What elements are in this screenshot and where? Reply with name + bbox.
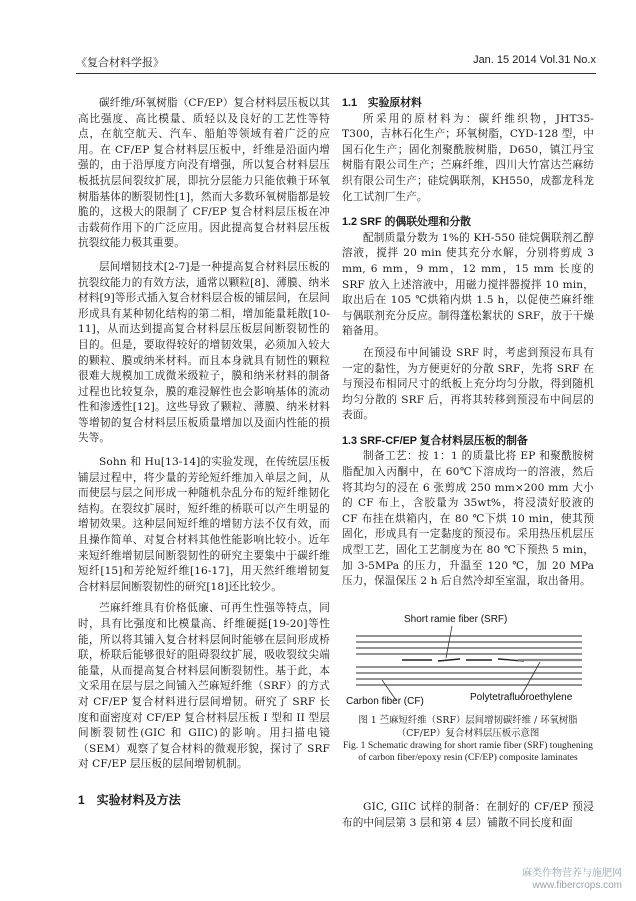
right-column-bottom bbox=[342, 800, 594, 831]
label-cf: Carbon fiber (CF) bbox=[346, 696, 424, 707]
intro-paragraph-2: 层间增韧技术[2-7]是一种提高复合材料层压板的抗裂纹能力的有效方法，通常以颗粒[8]、薄膜、纳米材料[9]等形式插入复合材料层合板的铺层间，在层间形成具有某种韧化结构的第二相，增加能量耗散[10-11]，从而达到提高复合材料层压板层间断裂韧性的目的。但是，要取得较好的增韧效果，必须加入较大的颗粒、膜或纳米材料。而且本身就具有韧性的颗粒很难大规模加工成微米级粒子，膜和纳米材料的制备过程也比较复杂，膜的难浸解性也会影响基体的流动性和渗透性[12]。这些导致了颗粒、薄膜、纳米材料等增韧的复合材料层压板质量增加以及面内性能的损失等。 bbox=[78, 260, 330, 445]
laminate-prep-paragraph: 制备工艺：按 1：1 的质量比将 EP 和聚酰胺树脂配加入丙酮中，在 60℃下溶成均一的溶液，然后将其均匀的浸在 6 张剪成 250 mm×200 mm 大小的 CF 布上，含胶量为 35wt%，将浸渍好胶液的 CF 布挂在烘箱内，在 80 ℃下烘 10 min，使其预固化，形成具有一定黏度的预浸布。采用热压机层压成型工艺，固化工艺制度为在 80 ℃下预热 5 min，加 3-5MPa 的压力，升温至 120 ℃，加 20 MPa 压力，保温保压 2 h 后自然冷却至室温，取出备用。 bbox=[342, 450, 594, 588]
intro-paragraph-3: Sohn 和 Hu[13-14]的实验发现，在传统层压板铺层过程中，将少量的芳纶短纤维加入单层之间，从而使层与层之间形成一种随机杂乱分布的短纤维韧化结构。在裂纹扩展时，短纤维的桥联可以产生明显的增韧效果。这种层间短纤维的增韧方法不仅有效，而且操作简单、对复合材料其他性能影响比较小。近年来短纤维增韧层间断裂韧性的研究主要集中于碳纤维短纤[15]和芳纶短纤维[16-17]，用天然纤维增韧复合材料层间断裂韧性的研究[18]还比较少。 bbox=[78, 456, 330, 593]
page-header bbox=[76, 54, 596, 70]
issue-info: Jan. 15 2014 Vol.31 No.x bbox=[473, 54, 596, 66]
right-column bbox=[342, 96, 594, 590]
subsection-heading-1-1: 1.1 实验原材料 bbox=[342, 97, 422, 109]
watermark-line-2: www.fibercrops.com bbox=[532, 880, 622, 891]
specimen-prep-paragraph: GIC, GIIC 试样的制备：在制好的 CF/EP 预浸布的中间层第 3 层和第 4 层）铺散不同长度和面 bbox=[342, 801, 594, 829]
journal-name: 《复合材料学报》 bbox=[76, 57, 164, 69]
header-rule bbox=[76, 73, 596, 74]
srf-dispersion-paragraph: 在预浸布中间铺设 SRF 时，考虑到预浸布具有一定的黏性，为方便更好的分散 SRF，先将 SRF 在与预浸布相同尺寸的纸板上充分均匀分散，得到随机均匀分散的 SRF 后，再将其转移到预浸布中间层的表面。 bbox=[342, 346, 594, 422]
figure-caption-cn: 图 1 苎麻短纤维（SRF）层间增韧碳纤维 / 环氧树脂（CF/EP）复合材料层压板示意图 bbox=[358, 715, 578, 739]
section-heading-1: 1 实验材料及方法 bbox=[78, 792, 181, 807]
watermark-line-1: 麻类作物营养与施肥网 bbox=[522, 868, 622, 879]
figure-1 bbox=[342, 614, 594, 764]
materials-paragraph: 所采用的原材料为：碳纤维织物，JHT35-T300，吉林石化生产；环氧树脂，CYD-128 型，中国石化生产；固化剂聚酰胺树脂，D650，镇江丹宝树脂有限公司生产；苎麻纤维，四川大竹富达苎麻纺织有限公司生产；硅烷偶联剂，KH550，成都龙科龙化工试剂厂生产。 bbox=[342, 112, 594, 203]
left-column bbox=[78, 96, 330, 808]
figure-caption-en: Fig. 1 Schematic drawing for short ramie fiber (SRF) toughening of carbon fiber/epoxy resin (CF/EP) composite laminates bbox=[343, 740, 593, 764]
label-ptfe: Polytetrafluoroethylene bbox=[470, 692, 573, 703]
label-srf: Short ramie fiber (SRF) bbox=[404, 614, 508, 625]
srf-treatment-paragraph: 配制质量分数为 1%的 KH-550 硅烷偶联剂乙醇溶液，搅拌 20 min 使其充分水解，分别将剪成 3 mm, 6 mm，9 mm，12 mm，15 mm 长度的 SRF 放入上述溶液中，用磁力搅拌器搅拌 10 min，取出后在 105 ℃烘箱内烘 1.5 h，以促使苎麻纤维与偶联剂充分反应。制得蓬松絮状的 SRF，放于干燥箱备用。 bbox=[342, 231, 594, 338]
subsection-heading-1-2: 1.2 SRF 的偶联处理和分散 bbox=[342, 216, 471, 229]
intro-paragraph-4: 苎麻纤维具有价格低廉、可再生性强等特点，同时，具有比强度和比模量高、纤维硬挺[19-20]等性能，所以将其铺入复合材料层间时能够在层间形成桥联，桥联后能够很好的阻碍裂纹扩展，吸收裂纹尖端能量，从而提高复合材料层间断裂韧性。基于此，本文采用在层与层之间铺入苎麻短纤维（SRF）的方式对 CF/EP 复合材料进行层间增韧。研究了 SRF 长度和面密度对 CF/EP 复合材料层压板 I 型和 II 型层间断裂韧性(GIC 和 GIIC)的影响。用扫描电镜（SEM）观察了复合材料的微观形貌，探讨了 SRF 对 CF/EP 层压板的层间增韧机制。 bbox=[78, 602, 330, 771]
site-watermark bbox=[522, 868, 622, 892]
subsection-heading-1-3: 1.3 SRF-CF/EP 复合材料层压板的制备 bbox=[342, 434, 528, 447]
intro-paragraph-1: 碳纤维/环氧树脂（CF/EP）复合材料层压板以其高比强度、高比模量、质轻以及良好的工艺性等特点，在航空航天、汽车、船舶等领域有着广泛的应用。在 CF/EP 复合材料层压板中，纤维是沿面内增强的，由于沿厚度方向没有增强，所以复合材料层压板抵抗层间裂纹扩展，即抗分层能力只能依赖于环氧树脂基体的断裂韧性[1]，然而大多数环氧树脂都是较脆的，这极大的限制了 CF/EP 复合材料层压板在冲击载荷作用下的广泛应用。因此提高复合材料层压板抗裂纹能力极其重要。 bbox=[78, 97, 330, 250]
